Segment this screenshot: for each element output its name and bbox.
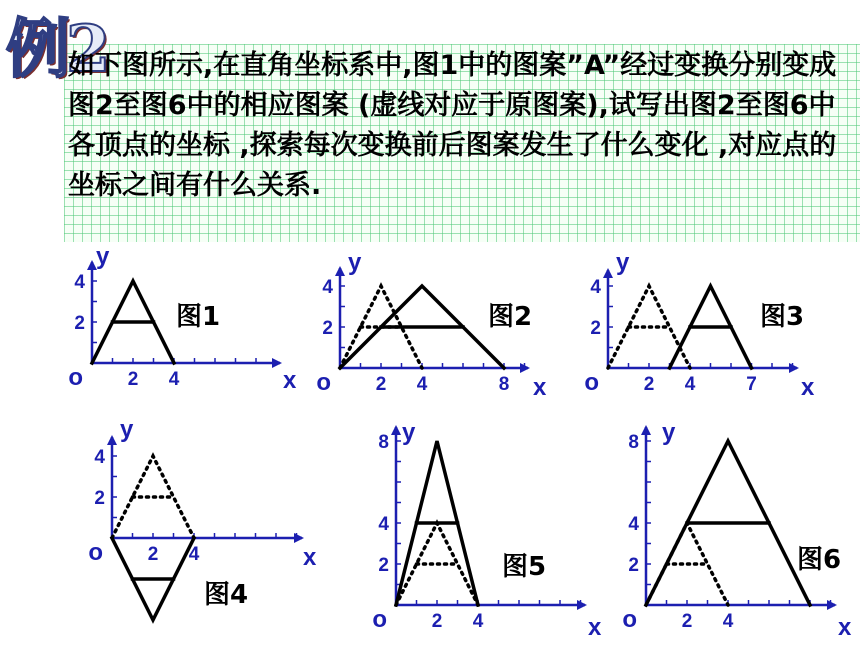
fig4-caption: 图4 <box>204 580 249 610</box>
fig1-y-axis-label: y <box>96 243 110 270</box>
fig2-x-tick-label: 4 <box>416 374 428 395</box>
fig2-y-tick-label: 4 <box>322 277 333 298</box>
problem-statement: 如下图所示,在直角坐标系中,图1中的图案”A”经过变换分别变成图2至图6中的相应图案 (虚线对应于原图案),试写出图2至图6中各顶点的坐标 ,探索每次变换前后图案发生了什么变化 ,对应点的坐标之间有什么关系. <box>68 50 837 201</box>
fig4-y-tick-label: 2 <box>94 488 105 509</box>
fig1-y-tick-label: 2 <box>74 313 85 334</box>
fig2-y-tick-label: 2 <box>322 318 333 339</box>
fig5-x-tick-label: 2 <box>431 611 443 632</box>
fig3-y-tick-label: 4 <box>590 277 601 298</box>
fig3-x-tick-label: 7 <box>746 374 757 395</box>
fig4-origin-label: o <box>88 539 103 566</box>
fig5-x-tick-label: 4 <box>472 611 484 632</box>
fig6-caption: 图6 <box>797 545 842 575</box>
fig4-x-axis-label: x <box>303 544 317 571</box>
fig5-y-axis-label: y <box>402 419 416 446</box>
fig3-x-tick-label: 2 <box>643 374 655 395</box>
fig6-origin-label: o <box>622 606 637 633</box>
fig5-y-tick-label: 2 <box>378 555 389 576</box>
fig6-x-tick-label: 4 <box>722 611 734 632</box>
fig2-origin-label: o <box>316 369 331 396</box>
fig2-x-tick-label: 2 <box>375 374 387 395</box>
fig5-origin-label: o <box>372 606 387 633</box>
fig2-caption: 图2 <box>488 302 533 332</box>
fig2-x-tick-label: 8 <box>498 374 510 395</box>
fig1-x-axis-label: x <box>283 367 297 394</box>
fig4-x-tick-label: 2 <box>147 544 159 565</box>
fig3-y-axis-label: y <box>616 249 630 276</box>
fig1-origin-label: o <box>68 364 83 391</box>
fig6-y-axis-label: y <box>662 419 676 446</box>
fig4-x-tick-label: 4 <box>188 544 200 565</box>
fig3-x-tick-label: 4 <box>684 374 696 395</box>
fig2-x-axis-label: x <box>533 374 547 401</box>
fig3-y-tick-label: 2 <box>590 318 601 339</box>
fig5-y-tick-label: 4 <box>378 514 389 535</box>
fig6-x-tick-label: 2 <box>681 611 693 632</box>
fig6-y-tick-label: 2 <box>628 555 639 576</box>
fig3-origin-label: o <box>584 369 599 396</box>
fig5-y-tick-label: 8 <box>378 432 389 453</box>
fig5-caption: 图5 <box>502 552 547 582</box>
fig2-y-axis-label: y <box>348 249 362 276</box>
fig1-caption: 图1 <box>176 302 221 332</box>
fig4-y-axis-label: y <box>120 416 134 443</box>
fig6-x-axis-label: x <box>838 614 852 641</box>
fig6-y-tick-label: 8 <box>628 432 639 453</box>
fig5-x-axis-label: x <box>588 614 602 641</box>
fig6-y-tick-label: 4 <box>628 514 639 535</box>
fig4-y-tick-label: 4 <box>94 447 105 468</box>
fig3-caption: 图3 <box>760 302 805 332</box>
fig1-x-tick-label: 4 <box>168 369 180 390</box>
fig1-x-tick-label: 2 <box>127 369 139 390</box>
fig3-x-axis-label: x <box>801 374 815 401</box>
fig1-y-tick-label: 4 <box>74 272 85 293</box>
example-badge: 例2 <box>6 12 107 87</box>
